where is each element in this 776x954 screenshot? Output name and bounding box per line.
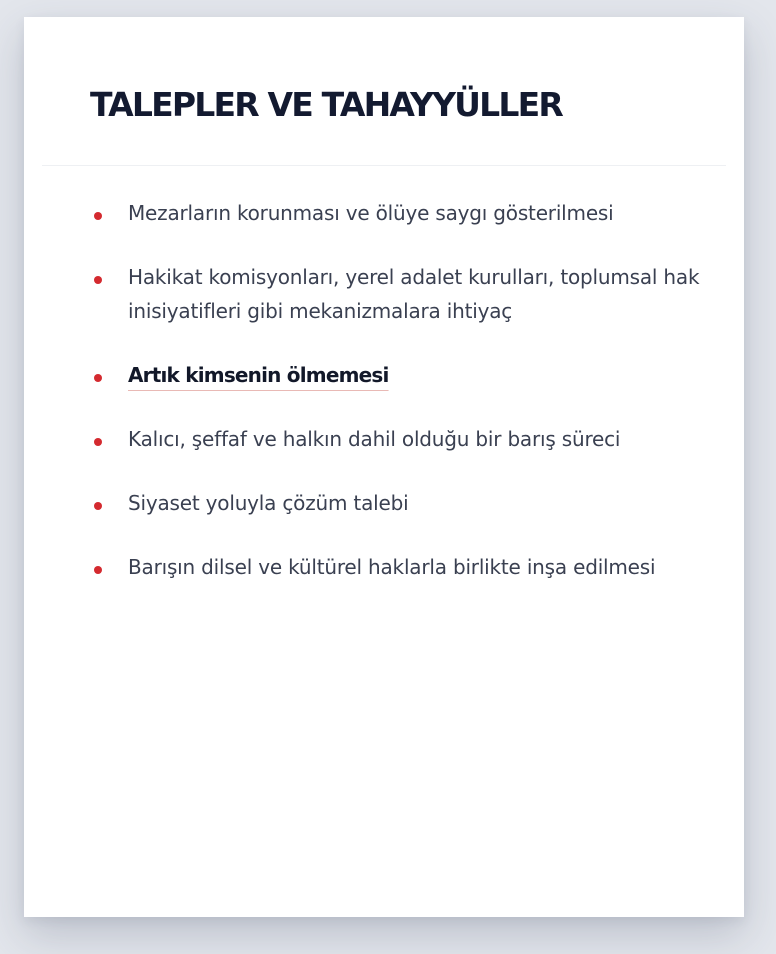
bullet-icon [94, 374, 102, 382]
list-item-text: Barışın dilsel ve kültürel haklarla birlikte inşa edilmesi [128, 555, 656, 579]
title-divider [42, 165, 726, 166]
bullet-icon [94, 502, 102, 510]
list-item-text: Kalıcı, şeffaf ve halkın dahil olduğu bir barış süreci [128, 427, 621, 451]
bullet-icon [94, 438, 102, 446]
demands-list [90, 196, 700, 614]
emphasized-list-item-text: Artık kimsenin ölmemesi [128, 363, 389, 387]
list-item-text: Mezarların korunması ve ölüye saygı gösterilmesi [128, 201, 614, 225]
card-title: TALEPLER VE TAHAYYÜLLER [90, 85, 562, 124]
list-item [90, 260, 700, 328]
list-item-text: Hakikat komisyonları, yerel adalet kurulları, toplumsal hak inisiyatifleri gibi mekanizmalara ihtiyaç [128, 265, 700, 323]
bullet-icon [94, 276, 102, 284]
list-item [90, 196, 700, 230]
bullet-icon [94, 566, 102, 574]
list-item [90, 422, 700, 456]
list-item [90, 358, 700, 392]
list-item [90, 550, 700, 584]
bullet-icon [94, 212, 102, 220]
list-item-text: Siyaset yoluyla çözüm talebi [128, 491, 409, 515]
demands-card [24, 17, 744, 917]
list-item [90, 486, 700, 520]
